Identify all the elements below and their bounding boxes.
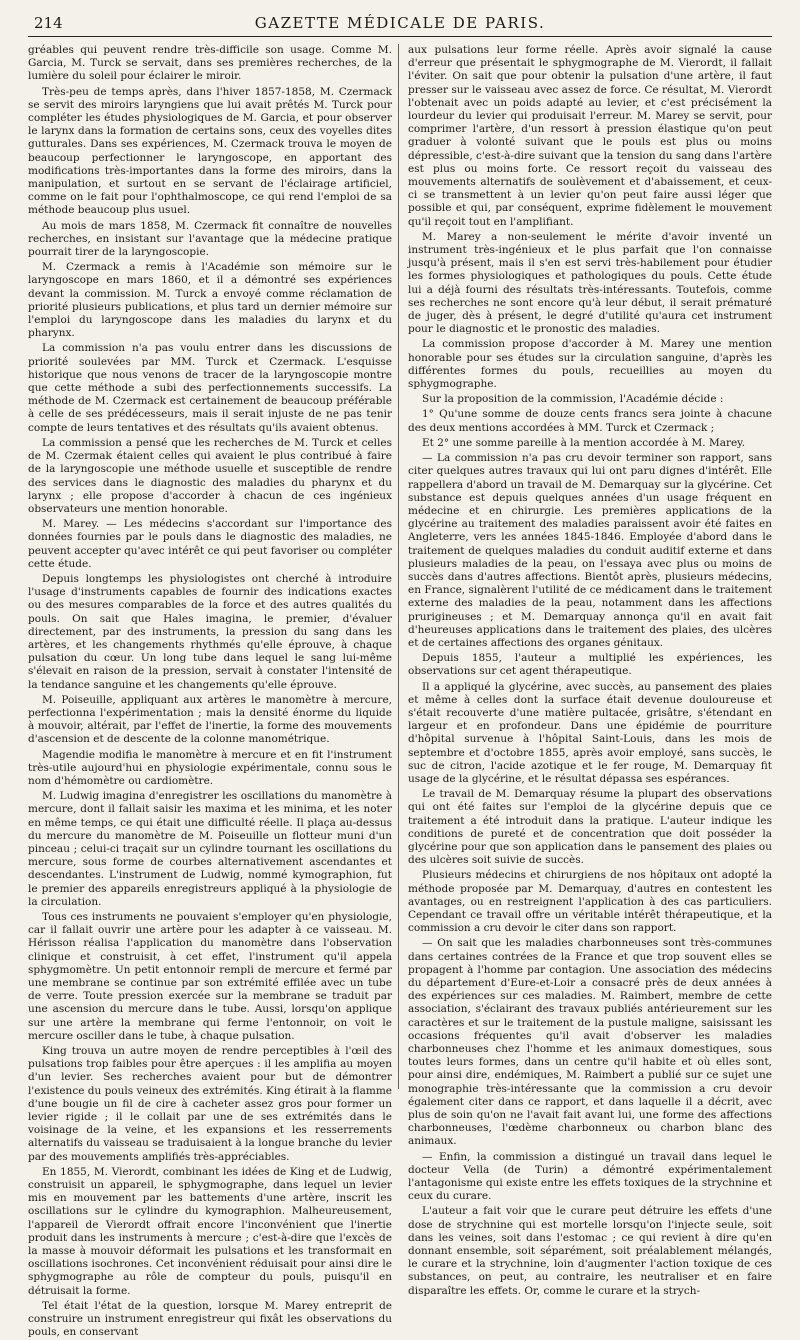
paragraph: Et 2° une somme pareille à la mention accordée à M. Marey.	[422, 436, 746, 449]
paragraph: — On sait que les maladies charbonneuses sont très-communes dans certaines contrées de la France et que trop souvent elles se propagent à l'homme par contagion. Une association des médecins du département d'Eure-et-Loir a consacré près de deux années à des expériences sur ces maladies. M. Raimbert, membre de cette association, s'éclairant des travaux publiés antérieurement sur les caractères et sur le traitement de la pustule maligne, saisissant les occasions fréquentes qu'il avait d'observer les maladies charbonneuses chez l'homme et les animaux domestiques, sous toutes leurs formes, dans un centre qu'il habite et où elles sont, pour ainsi dire, endémiques, M. Raimbert a publié sur ce sujet une monographie très-intéressante que la commission a cru devoir également citer dans ce rapport, et dans laquelle il a décrit, avec plus de soin qu'on ne l'avait fait avant lui, une forme des affections charbonneuses, l'œdème charbonneux ou charbon blanc des animaux.	[408, 937, 772, 1148]
paragraph: aux pulsations leur forme réelle. Après avoir signalé la cause d'erreur que présentait le sphygmographe de M. Vierordt, il fallait l'éviter. On sait que pour obtenir la pulsation d'une artère, il faut presser sur le vaisseau avec assez de force. Ce résultat, M. Vierordt l'obtenait avec un poids adapté au levier, et c'est précisément la lourdeur du levier qui produisait l'erreur. M. Marey se servit, pour comprimer l'artère, d'un ressort à pression élastique qu'on peut graduer à volonté suivant que le pouls est plus ou moins dépressible, c'est-à-dire suivant que la tension du sang dans l'artère est plus ou moins forte. Ce ressort reçoit du vaisseau des mouvements alternatifs de soulèvement et d'abaissement, et ceux-ci se transmettent à un levier qu'on peut faire aussi léger que possible et qui, par conséquent, exprime fidèlement le mouvement qu'il reçoit tout en l'amplifiant.	[408, 44, 772, 228]
paragraph: L'auteur a fait voir que le curare peut détruire les effets d'une dose de strychnine qui est mortelle lorsqu'on l'injecte seule, soit dans les veines, soit dans l'estomac ; ce qui revient à dire qu'en donnant ensemble, soit séparément, soit préalablement mélangés, le curare et la strychnine, loin d'augmenter l'action toxique de ces substances, on peut, au contraire, les neutraliser et en faire disparaître les effets. Or, comme le curare et la strych-	[408, 1205, 772, 1297]
paragraph: Magendie modifia le manomètre à mercure et en fit l'instrument très-utile aujourd'hui en physiologie expérimentale, connu sous le nom d'hémomètre ou cardiomètre.	[28, 748, 392, 787]
paragraph: En 1855, M. Vierordt, combinant les idées de King et de Ludwig, construisit un appareil, le sphygmographe, dans lequel un levier mis en mouvement par les battements d'une artère, inscrit les oscillations sur le cylindre du kymographion. Malheureusement, l'appareil de Vierordt offrait encore l'inconvénient que l'inertie produit dans les instruments à mercure ; c'est-à-dire que l'excès de la masse à mouvoir déformait les pulsations et les transformait en oscillations isochrones. Cet inconvénient réduisait pour ainsi dire le sphygmographe au rôle de compteur du pouls, puisqu'il en détruisait la forme.	[28, 1165, 392, 1297]
right-column	[408, 44, 772, 1297]
page-number: 214	[34, 14, 63, 32]
paragraph: M. Ludwig imagina d'enregistrer les oscillations du manomètre à mercure, dont il fallait saisir les maxima et les minima, et les noter en même temps, ce qui était une difficulté réelle. Il plaça au-dessus du mercure du manomètre de M. Poiseuille un flotteur muni d'un pinceau ; celui-ci traçait sur un cylindre tournant les oscillations du mercure, sous forme de courbes alternativement ascendantes et descendantes. L'instrument de Ludwig, nommé kymographion, fut le premier des appareils enregistreurs appliqué à la physiologie de la circulation.	[28, 790, 392, 908]
paragraph: Depuis 1855, l'auteur a multiplié les expériences, les observations sur cet agent thérapeutique.	[408, 652, 772, 678]
left-column	[28, 44, 392, 1339]
paragraph: gréables qui peuvent rendre très-difficile son usage. Comme M. Garcia, M. Turck se servait, dans ses premières recherches, de la lumière du soleil pour éclairer le miroir.	[28, 44, 392, 83]
paragraph: Tel était l'état de la question, lorsque M. Marey entreprit de construire un instrument enregistreur qui fixât les observations du pouls, en conservant	[28, 1299, 392, 1339]
paragraph: La commission a pensé que les recherches de M. Turck et celles de M. Czermak étaient celles qui avaient le plus contribué à faire de la laryngoscopie une méthode usuelle et susceptible de rendre des services dans le diagnostic des maladies du pharynx et du larynx ; elle propose d'accorder à chacun de ces ingénieux observateurs une mention honorable.	[28, 436, 392, 515]
journal-title: GAZETTE MÉDICALE DE PARIS.	[254, 14, 546, 32]
paragraph: M. Poiseuille, appliquant aux artères le manomètre à mercure, perfectionna l'expérimentation ; mais la densité énorme du liquide à mouvoir, altérait, par l'effet de l'inertie, la forme des mouvements d'ascension et de descente de la colonne manométrique.	[28, 693, 392, 746]
paragraph: La commission n'a pas voulu entrer dans les discussions de priorité soulevées par MM. Turck et Czermack. L'esquisse historique que nous venons de tracer de la laryngoscopie montre que cette méthode a subi des perfectionnements successifs. La méthode de M. Czermack est certainement de beaucoup préférable à celle de ses prédécesseurs, mais il serait injuste de ne pas tenir compte de leurs tentatives et des résultats qu'ils avaient obtenus.	[28, 342, 392, 434]
paragraph: Très-peu de temps après, dans l'hiver 1857-1858, M. Czermack se servit des miroirs laryngiens que lui avait prêtés M. Turck pour compléter les études physiologiques de M. Garcia, et pour observer le larynx dans la formation de certains sons, ceux des voyelles dites gutturales. Dans ses expériences, M. Czermack trouva le moyen de beaucoup perfectionner le laryngoscope, en apportant des modifications très-importantes dans la forme des miroirs, dans la manipulation, et surtout en se servant de l'éclairage artificiel, comme on le fait pour l'ophthalmoscope, ce qui rend l'emploi de sa méthode beaucoup plus usuel.	[28, 85, 392, 217]
paragraph: Sur la proposition de la commission, l'Académie décide :	[422, 393, 724, 406]
paragraph: — Enfin, la commission a distingué un travail dans lequel le docteur Vella (de Turin) a démontré expérimentalement l'antagonisme qui existe entre les effets toxiques de la strychnine et ceux du curare.	[408, 1150, 772, 1203]
paragraph: — La commission n'a pas cru devoir terminer son rapport, sans citer quelques autres travaux qui lui ont paru dignes d'intérêt. Elle rappellera d'abord un travail de M. Demarquay sur la glycérine. Cet substance est depuis quelques années d'un usage fréquent en médecine et en chirurgie. Les premières applications de la glycérine au traitement des maladies paraissent avoir été faites en Angleterre, vers les années 1845-1846. Employée d'abord dans le traitement de quelques maladies du conduit auditif externe et dans plusieurs maladies de la peau, on l'essaya avec plus ou moins de succès dans d'autres affections. Bientôt après, plusieurs médecins, en France, signalèrent l'utilité de ce médicament dans le traitement externe des maladies de la peau, notamment dans les affections prurigineuses ; et M. Demarquay annonça qu'il en avait fait d'heureuses applications dans le traitement des plaies, des ulcères et de certaines affections des organes génitaux.	[408, 452, 772, 649]
paragraph: Depuis longtemps les physiologistes ont cherché à introduire l'usage d'instruments capables de fournir des indications exactes ou des mesures comparables de la force et des autres qualités du pouls. On sait que Hales imagina, le premier, d'évaluer directement, par des instruments, la pression du sang dans les artères, et les changements rhythmés qu'elle éprouve, à chaque pulsation du cœur. Un long tube dans lequel le sang lui-même s'élevait en raison de la pression, servait à constater l'intensité de la tendance sanguine et les changements qu'elle éprouve.	[28, 572, 392, 691]
paragraph: King trouva un autre moyen de rendre perceptibles à l'œil des pulsations trop faibles pour être aperçues : il les amplifia au moyen d'un levier. Ses recherches avaient pour but de démontrer l'existence du pouls veineux des extrémités. King étirait à la flamme d'une bougie un fil de cire à cacheter assez gros pour former un levier rigide ; il le collait par une de ses extrémités dans le voisinage de la veine, et les expansions et les resserrements alternatifs du vaisseau se traduisaient à la longue branche du levier par des mouvements amplifiés très-appréciables.	[28, 1045, 392, 1163]
paragraph: M. Marey a non-seulement le mérite d'avoir inventé un instrument très-ingénieux et le plus parfait que l'on connaisse jusqu'à présent, mais il s'en est servi très-habilement pour étudier les formes physiologiques et pathologiques du pouls. Cette étude lui a déjà fourni des résultats très-intéressants. Toutefois, comme ses recherches ne sont encore qu'à leur début, il serait prématuré de juger, dès à présent, le degré d'utilité qu'aura cet instrument pour le diagnostic et le pronostic des maladies.	[408, 230, 772, 336]
paragraph: Il a appliqué la glycérine, avec succès, au pansement des plaies et même à celles dont la surface était devenue douloureuse et s'était recouverte d'une matière pultacée, grisâtre, s'étendant en largeur et en profondeur. Dans une épidémie de pourriture d'hôpital survenue à l'hôpital Saint-Louis, dans les mois de septembre et d'octobre 1855, après avoir employé, sans succès, le suc de citron, l'acide azotique et le fer rouge, M. Demarquay fit usage de la glycérine, et le résultat dépassa ses espérances.	[408, 680, 772, 785]
paragraph: M. Czermack a remis à l'Académie son mémoire sur le laryngoscope en mars 1860, et il a démontré ses expériences devant la commission. M. Turck a envoyé comme réclamation de priorité plusieurs publications, et plus tard un dernier mémoire sur l'emploi du laryngoscope dans les maladies du larynx et du pharynx.	[28, 261, 392, 340]
paragraph: Tous ces instruments ne pouvaient s'employer qu'en physiologie, car il fallait ouvrir une artère pour les adapter à ce vaisseau. M. Hérisson réalisa l'application du manomètre dans l'observation clinique et construisit, à cet effet, l'instrument qu'il appela sphygmomètre. Un petit entonnoir rempli de mercure et fermé par une membrane se continue par son extrémité effilée avec un tube de verre. Toute pression exercée sur la membrane se traduit par une ascension du mercure dans le tube. Aussi, lorsqu'on applique sur une artère la membrane qui ferme l'entonnoir, on voit le mercure osciller dans le tube, à chaque pulsation.	[28, 911, 392, 1042]
text-columns	[28, 44, 772, 1339]
paragraph: Au mois de mars 1858, M. Czermack fit connaître de nouvelles recherches, en insistant sur l'avantage que la médecine pratique pourrait tirer de la laryngoscopie.	[28, 219, 392, 259]
paragraph: Plusieurs médecins et chirurgiens de nos hôpitaux ont adopté la méthode proposée par M. Demarquay, d'autres en contestent les avantages, ou en restreignent l'application à des cas particuliers. Cependant ce travail offre un véritable intérêt thérapeutique, et la commission a cru devoir le citer dans son rapport.	[408, 869, 772, 935]
paragraph: M. Marey. — Les médecins s'accordant sur l'importance des données fournies par le pouls dans le diagnostic des maladies, ne peuvent accepter qu'avec intérêt ce qui peut favoriser ou compléter cette étude.	[28, 518, 392, 570]
page-header	[28, 10, 772, 37]
paragraph: 1° Qu'une somme de douze cents francs sera jointe à chacune des deux mentions accordées à MM. Turck et Czermack ;	[408, 408, 772, 434]
paragraph: Le travail de M. Demarquay résume la plupart des observations qui ont été faites sur l'emploi de la glycérine depuis que ce traitement a été introduit dans la pratique. L'auteur indique les conditions de pureté et de concentration que doit posséder la glycérine pour que son application dans le pansement des plaies ou des ulcères soit suivie de succès.	[408, 788, 772, 867]
paragraph: La commission propose d'accorder à M. Marey une mention honorable pour ses études sur la circulation sanguine, d'après les différentes formes du pouls, recueillies au moyen du sphygmographe.	[408, 338, 772, 391]
